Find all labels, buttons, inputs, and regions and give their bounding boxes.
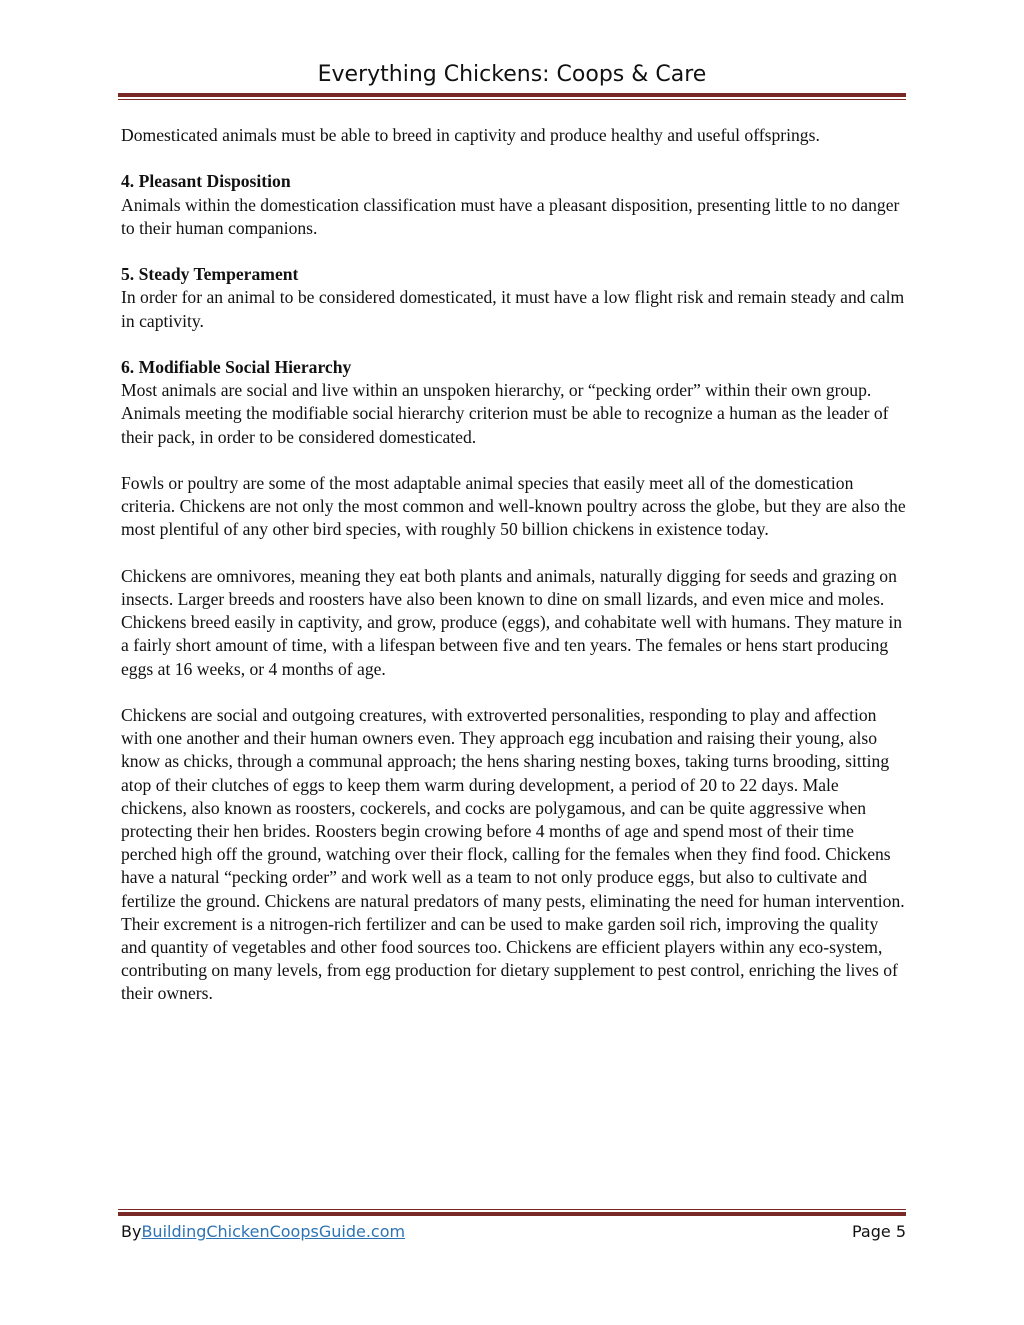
body-paragraph-poultry: Fowls or poultry are some of the most adaptable animal species that easily meet all of the domestication criteria. Chickens are not only the most common and well-known poultry across the globe, but they are also the most plentiful of any other bird species, with roughly 50 billion chickens in existence today. [121, 472, 906, 540]
document-title: Everything Chickens: Coops & Care [317, 62, 707, 87]
footer-rule-thin [118, 1209, 906, 1210]
section-pleasant-disposition [121, 170, 906, 240]
page-number: Page 5 [852, 1222, 906, 1241]
body-paragraph-social: Chickens are social and outgoing creatures, with extroverted personalities, responding to play and affection with one another and their human owners even. They approach egg incubation and raising their young, also know as chicks, through a communal approach; the hens sharing nesting boxes, taking turns brooding, sitting atop of their clutches of eggs to keep them warm during development, a period of 20 to 22 days. Male chickens, also known as roosters, cockerels, and cocks are polygamous, and can be quite aggressive when protecting their hen brides. Roosters begin crowing before 4 months of age and spend most of their time perched high off the ground, watching over their flock, calling for the females when they find food. Chickens have a natural “pecking order” and work well as a team to not only produce eggs, but also to cultivate and fertilize the ground. Chickens are natural predators of many pests, eliminating the need for human intervention. Their excrement is a nitrogen-rich fertilizer and can be used to make garden soil rich, improving the quality and quantity of vegetables and other food sources too. Chickens are efficient players within any eco-system, contributing on many levels, from egg production for dietary supplement to pest control, enriching the lives of their owners. [121, 704, 905, 1004]
section-heading: 6. Modifiable Social Hierarchy [121, 356, 352, 377]
intro-paragraph: Domesticated animals must be able to breed in captivity and produce healthy and useful offsprings. [121, 125, 820, 145]
header-rule [118, 93, 906, 100]
section-text: Animals within the domestication classification must have a pleasant disposition, presenting little to no danger to their human companions. [121, 194, 900, 238]
body-paragraph-omnivores: Chickens are omnivores, meaning they eat both plants and animals, naturally digging for seeds and grazing on insects. Larger breeds and roosters have also been known to dine on small lizards, and even mice and moles. Chickens breed easily in captivity, and grow, produce (eggs), and cohabitate well with humans. They mature in a fairly short amount of time, with a lifespan between five and ten years. The females or hens start producing eggs at 16 weeks, or 4 months of age. [121, 565, 903, 679]
section-text: In order for an animal to be considered domesticated, it must have a low flight risk and remain steady and calm in captivity. [121, 287, 905, 331]
section-heading: 4. Pleasant Disposition [121, 171, 291, 192]
section-modifiable-social-hierarchy [121, 356, 906, 449]
header-rule-thick [118, 93, 906, 97]
footer-rule-thick [118, 1212, 906, 1216]
page-footer [121, 1220, 906, 1244]
section-heading: 5. Steady Temperament [121, 264, 299, 285]
section-steady-temperament [121, 263, 906, 333]
page-header [118, 60, 906, 90]
footer-website-link[interactable]: BuildingChickenCoopsGuide.com [141, 1222, 406, 1241]
footer-by-label: By [121, 1222, 142, 1241]
section-text: Most animals are social and live within an unspoken hierarchy, or “pecking order” within their own group. Animals meeting the modifiable social hierarchy criterion must be able to recognize a human as the leader of their pack, in order to be considered domesticated. [121, 380, 889, 447]
footer-rule [118, 1209, 906, 1216]
page-body [121, 124, 906, 1029]
header-rule-thin [118, 99, 906, 100]
